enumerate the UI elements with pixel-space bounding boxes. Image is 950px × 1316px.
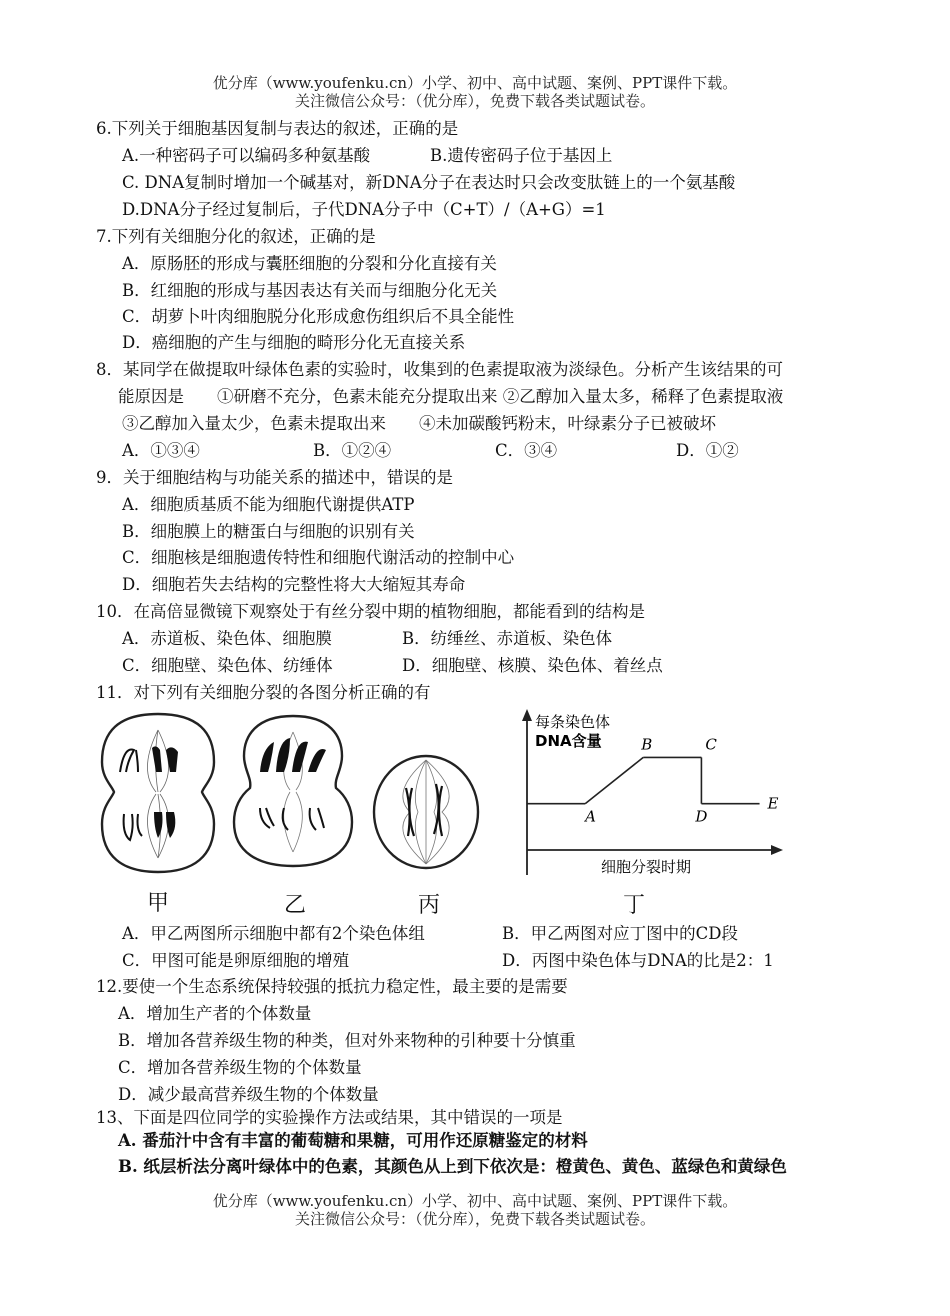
q12-option-d: D．减少最高营养级生物的个体数量 — [118, 1085, 379, 1104]
q7-option-d: D．癌细胞的产生与细胞的畸形分化无直接关系 — [122, 333, 466, 352]
q11-option-c: C．甲图可能是卵原细胞的增殖 — [122, 951, 350, 970]
q9-stem: 9．关于细胞结构与功能关系的描述中，错误的是 — [96, 468, 453, 487]
q13-option-b: B. 纸层析法分离叶绿体中的色素，其颜色从上到下依次是：橙黄色、黄色、蓝绿色和黄绿色 — [118, 1157, 787, 1176]
q9-option-d: D．细胞若失去结构的完整性将大大缩短其寿命 — [122, 575, 466, 594]
q10-option-a: A．赤道板、染色体、细胞膜 — [122, 629, 332, 648]
point-label-B: B — [641, 735, 653, 754]
figure-label-ding: 丁 — [623, 893, 646, 918]
figure-label-bing: 丙 — [418, 893, 441, 918]
q8-stem-line2: 能原因是 ①研磨不充分，色素未能充分提取出来 ②乙醇加入量太多，稀释了色素提取液 — [118, 387, 784, 406]
q8-option-a: A．①③④ — [122, 441, 200, 460]
q11-option-d: D．丙图中染色体与DNA的比是2：1 — [502, 951, 774, 970]
q8-option-d: D．①② — [676, 441, 739, 460]
q10-option-d: D．细胞壁、核膜、染色体、着丝点 — [402, 656, 663, 675]
footer-line-1: 优分库（www.youfenku.cn）小学、初中、高中试题、案例、PPT课件下载。 — [212, 1192, 738, 1210]
q9-option-c: C．细胞核是细胞遗传特性和细胞代谢活动的控制中心 — [122, 548, 515, 567]
q9-option-a: A．细胞质基质不能为细胞代谢提供ATP — [122, 495, 415, 514]
x-axis-arrow — [771, 845, 783, 855]
q12-option-b: B．增加各营养级生物的种类，但对外来物种的引种要十分慎重 — [118, 1031, 576, 1050]
y-label-line1: 每条染色体 — [535, 713, 611, 731]
q7-option-b: B．红细胞的形成与基因表达有关而与细胞分化无关 — [122, 281, 498, 300]
q6-option-a: A.一种密码子可以编码多种氨基酸 — [122, 146, 371, 165]
y-axis-arrow — [522, 709, 532, 721]
q11-option-a: A．甲乙两图所示细胞中都有2个染色体组 — [122, 924, 425, 943]
q11-option-b: B．甲乙两图对应丁图中的CD段 — [502, 924, 738, 943]
q10-stem: 10．在高倍显微镜下观察处于有丝分裂中期的植物细胞，都能看到的结构是 — [96, 602, 645, 621]
figure-yi-cell — [230, 712, 356, 870]
q8-stem-line3: ③乙醇加入量太少，色素未提取出来 ④未加碳酸钙粉末，叶绿素分子已被破坏 — [122, 414, 716, 433]
q10-option-c: C．细胞壁、染色体、纺缍体 — [122, 656, 333, 675]
figure-label-jia: 甲 — [147, 891, 170, 916]
q10-option-b: B．纺缍丝、赤道板、染色体 — [402, 629, 613, 648]
q8-stem-line1: 8．某同学在做提取叶绿体色素的实验时，收集到的色素提取液为淡绿色。分析产生该结果的可 — [96, 360, 783, 379]
q7-option-c: C．胡萝卜叶肉细胞脱分化形成愈伤组织后不具全能性 — [122, 307, 515, 326]
figure-bing-cell — [370, 752, 482, 870]
q13-stem: 13、下面是四位同学的实验操作方法或结果，其中错误的一项是 — [96, 1108, 563, 1127]
q13-option-a: A. 番茄汁中含有丰富的葡萄糖和果糖，可用作还原糖鉴定的材料 — [118, 1131, 588, 1150]
q7-stem: 7.下列有关细胞分化的叙述，正确的是 — [96, 227, 376, 246]
point-label-E: E — [767, 794, 779, 813]
q8-option-b: B．①②④ — [313, 441, 392, 460]
chart-ding — [505, 705, 790, 885]
q11-stem: 11．对下列有关细胞分裂的各图分析正确的有 — [96, 683, 431, 702]
q6-stem: 6.下列关于细胞基因复制与表达的叙述，正确的是 — [96, 119, 459, 138]
x-label: 细胞分裂时期 — [601, 858, 692, 876]
series-segment-1 — [585, 757, 643, 803]
header-line-2: 关注微信公众号：（优分库），免费下载各类试题试卷。 — [294, 92, 655, 110]
q12-stem: 12.要使一个生态系统保持较强的抵抗力稳定性，最主要的是需要 — [96, 977, 568, 996]
q8-option-c: C．③④ — [495, 441, 558, 460]
q6-option-c: C. DNA复制时增加一个碱基对，新DNA分子在表达时只会改变肽链上的一个氨基酸 — [122, 173, 736, 192]
figure-jia-cell — [98, 710, 218, 876]
point-label-D: D — [695, 807, 708, 826]
q6-option-d: D.DNA分子经过复制后，子代DNA分子中（C+T）/（A+G）=1 — [122, 200, 606, 219]
footer-line-2: 关注微信公众号：（优分库），免费下载各类试题试卷。 — [294, 1210, 655, 1228]
q9-option-b: B．细胞膜上的糖蛋白与细胞的识别有关 — [122, 522, 415, 541]
q12-option-c: C．增加各营养级生物的个体数量 — [118, 1058, 362, 1077]
q7-option-a: A．原肠胚的形成与囊胚细胞的分裂和分化直接有关 — [122, 254, 497, 273]
header-line-1: 优分库（www.youfenku.cn）小学、初中、高中试题、案例、PPT课件下载。 — [212, 74, 738, 92]
y-label-line2: DNA含量 — [535, 732, 602, 750]
figure-label-yi: 乙 — [284, 893, 307, 918]
q6-option-b: B.遗传密码子位于基因上 — [430, 146, 613, 165]
point-label-C: C — [705, 735, 717, 754]
point-label-A: A — [585, 807, 596, 826]
q12-option-a: A．增加生产者的个体数量 — [118, 1004, 312, 1023]
